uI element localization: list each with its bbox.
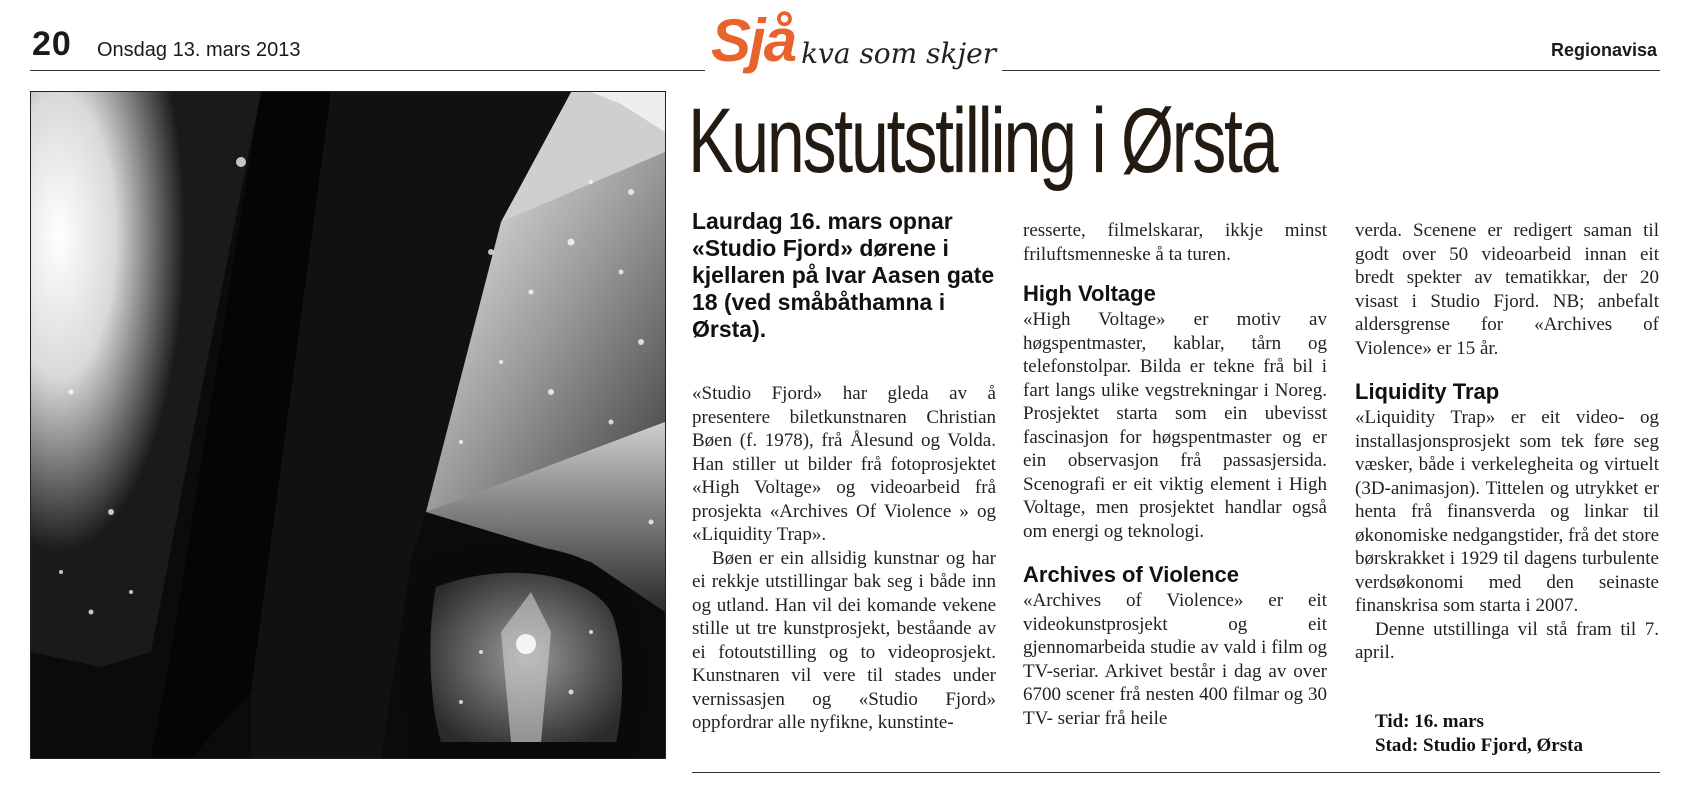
publication-name: Regionavisa xyxy=(1550,40,1657,60)
article-headline: Kunstutstilling i Ørsta xyxy=(688,90,1277,192)
body-paragraph: «High Voltage» er motiv av høgspentmaster, kablar, tårn og telefonstolpar. Bilda er tekne frå bil i fart langs ulike vegstrekningar i Noreg. Prosjektet starta som ein ubevisst fascinasjon for høgspentmaster og er ein observasjon frå passasjersida. Scenografi er eit viktig element i High Voltage, men prosjektet handlar også om energi og teknologi. xyxy=(1023,309,1327,542)
section-logo-mark: Sjå xyxy=(711,7,796,74)
subheading-liquidity-trap: Liquidity Trap xyxy=(1355,379,1500,404)
body-paragraph: «Archives of Violence» er eit videokunstprosjekt og eit gjennomarbeida studie av vald i film og TV-seriar. Arkivet består i dag av over 6700 scener frå nesten 400 filmar og 30 TV- seriar frå heile xyxy=(1023,590,1327,729)
article-column-3 xyxy=(1355,219,1659,665)
section-tagline: kva som skjer xyxy=(801,37,997,70)
body-paragraph: «Studio Fjord» har gleda av å presentere biletkunstnaren Christian Bøen (f. 1978), frå Ålesund og Volda. Han stiller ut bilder frå fotoprosjektet «High Voltage» og videoarbeid frå prosjekta «Archives Of Violence » og «Liquidity Trap». xyxy=(692,383,996,545)
section-logo xyxy=(705,6,1002,76)
body-paragraph: «Liquidity Trap» er eit video- og installasjonsprosjekt som tek føre seg væsker, både i verkelegheita og virtuelt (3D-animasjon). Tittelen og utrykket er henta frå finansverda og linkar til økonomiske nedgangstider, frå det store børskrakket i 1929 til dagens turbulente verdsøkonomi med den seinaste finanskrisa som starta i 2007. xyxy=(1355,407,1659,616)
body-paragraph: resserte, filmelskarar, ikkje minst friluftsmenneske å ta turen. xyxy=(1023,220,1327,265)
subheading-archives-of-violence: Archives of Violence xyxy=(1023,562,1240,587)
page-number: 20 xyxy=(32,25,72,63)
footer-divider xyxy=(692,772,1660,773)
article-photo xyxy=(30,91,666,759)
article-lead: Laurdag 16. mars opnar «Studio Fjord» dørene i kjellaren på Ivar Aasen gate 18 (ved småbåthamna i Ørsta). xyxy=(692,208,995,342)
body-paragraph: Bøen er ein allsidig kunstnar og har ei rekkje utstillingar bak seg i både inn og utland. Han vil dei komande vekene stille ut tre kunstprosjekt, beståande av ei fotoutstilling og to videoprosjekt. Kunstnaren vil vere til stades under vernissasjen og «Studio Fjord» oppfordrar alle nyfikne, kunstinte- xyxy=(692,547,996,733)
photo-car-window-image xyxy=(31,92,665,758)
subheading-high-voltage: High Voltage xyxy=(1023,281,1156,306)
body-paragraph: verda. Scenene er redigert saman til godt over 50 videoarbeid innan eit bredt spekter av tematikkar, der 20 visast i Studio Fjord. NB; anbefalt aldersgrense for «Archives of Violence» er 15 år. xyxy=(1355,220,1659,359)
article-column-2 xyxy=(1023,219,1327,730)
event-time: Tid: 16. mars xyxy=(1375,711,1484,732)
event-place: Stad: Studio Fjord, Ørsta xyxy=(1375,735,1583,756)
body-paragraph: Denne utstillinga vil stå fram til 7. april. xyxy=(1355,618,1659,663)
article-column-1 xyxy=(692,382,996,735)
issue-date: Onsdag 13. mars 2013 xyxy=(97,39,301,61)
event-info-box xyxy=(1375,710,1583,758)
